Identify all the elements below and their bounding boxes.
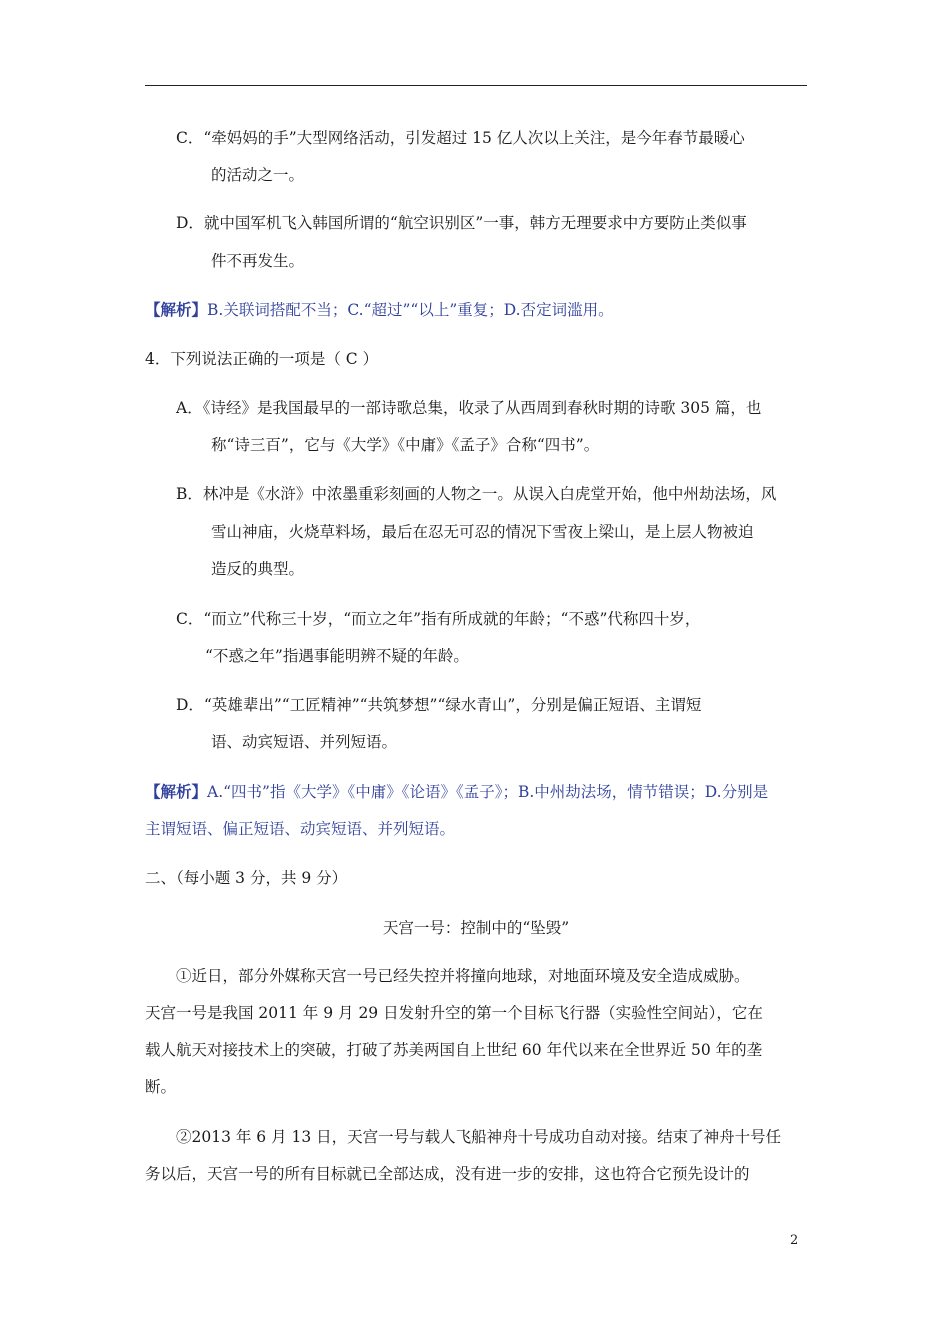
paragraph1-line3: 载人航天对接技术上的突破，打破了苏美两国自上世纪 60 年代以来在全世界近 50 年的垄 <box>145 1041 763 1059</box>
q3-option-d-line2: 件不再发生。 <box>211 252 305 270</box>
q3-option-c-line1: C．“牵妈妈的手”大型网络活动，引发超过 15 亿人次以上关注，是今年春节最暖心 <box>176 129 745 147</box>
q4-option-c-line2: “不惑之年”指遇事能明辨不疑的年龄。 <box>205 647 469 665</box>
analysis-text: B.关联词搭配不当；C.“超过”“以上”重复；D.否定词滥用。 <box>207 301 614 319</box>
q4-stem: 4．下列说法正确的一项是（ C ） <box>145 350 379 368</box>
q4-option-b-line1: B．林冲是《水浒》中浓墨重彩刻画的人物之一。从误入白虎堂开始，他中州劫法场，风 <box>176 485 777 503</box>
q4-analysis-line1 <box>145 781 768 803</box>
section-heading: 二、（每小题 3 分，共 9 分） <box>145 869 348 887</box>
paragraph1-line2: 天宫一号是我国 2011 年 9 月 29 日发射升空的第一个目标飞行器（实验性空间站），它在 <box>145 1004 763 1022</box>
q4-option-c-line1: C．“而立”代称三十岁，“而立之年”指有所成就的年龄；“不惑”代称四十岁， <box>176 610 701 628</box>
q4-option-a-line2: 称“诗三百”，它与《大学》《中庸》《孟子》合称“四书”。 <box>211 436 600 454</box>
paragraph1-line1: ①近日，部分外媒称天宫一号已经失控并将撞向地球，对地面环境及安全造成威胁。 <box>176 967 750 985</box>
q3-option-d-line1: D．就中国军机飞入韩国所谓的“航空识别区”一事，韩方无理要求中方要防止类似事 <box>176 214 747 232</box>
page-number: 2 <box>790 1233 799 1248</box>
q4-option-d-line1: D．“英雄辈出”“工匠精神”“共筑梦想”“绿水青山”，分别是偏正短语、主谓短 <box>176 696 702 714</box>
paragraph1-line4: 断。 <box>145 1078 177 1096</box>
q4-analysis-line2: 主谓短语、偏正短语、动宾短语、并列短语。 <box>145 820 456 838</box>
q4-option-a-line1: A．《诗经》是我国最早的一部诗歌总集，收录了从西周到春秋时期的诗歌 305 篇，也 <box>176 399 762 417</box>
q3-option-c-line2: 的活动之一。 <box>211 166 305 184</box>
paragraph2-line2: 务以后，天宫一号的所有目标就已全部达成，没有进一步的安排，这也符合它预先设计的 <box>145 1165 750 1183</box>
analysis-label: 【解析】 <box>145 782 208 801</box>
article-title: 天宫一号：控制中的“坠毁” <box>382 919 570 937</box>
q3-analysis <box>145 299 614 321</box>
paragraph2-line1: ②2013 年 6 月 13 日，天宫一号与载人飞船神舟十号成功自动对接。结束了神舟十号任 <box>176 1128 782 1146</box>
analysis-text: A.“四书”指《大学》《中庸》《论语》《孟子》；B.中州劫法场，情节错误；D.分别是 <box>207 783 769 801</box>
header-rule <box>145 85 807 86</box>
q4-option-d-line2: 语、动宾短语、并列短语。 <box>211 733 398 751</box>
q4-option-b-line2: 雪山神庙，火烧草料场，最后在忍无可忍的情况下雪夜上梁山，是上层人物被迫 <box>211 523 754 541</box>
analysis-label: 【解析】 <box>145 300 208 319</box>
q4-option-b-line3: 造反的典型。 <box>211 560 305 578</box>
